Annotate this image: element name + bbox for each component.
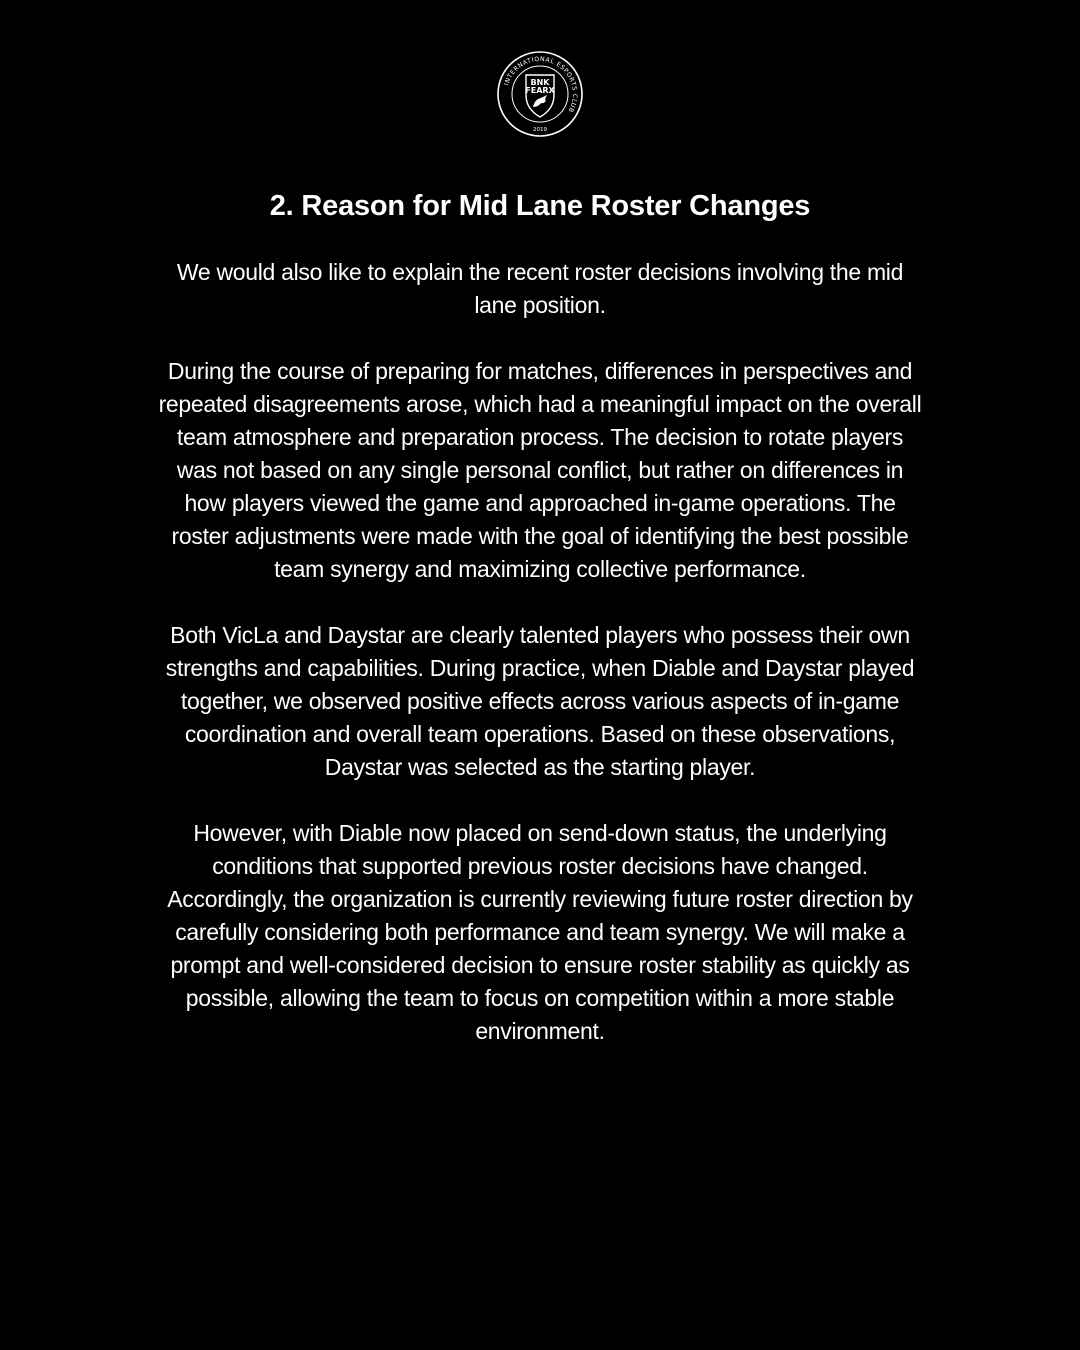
text-line: prompt and well-considered decision to ensure roster stability as quickly as <box>170 952 910 978</box>
text-line: roster adjustments were made with the goal of identifying the best possible <box>171 523 909 549</box>
paragraph-future-direction <box>100 817 980 1048</box>
text-line: environment. <box>475 1018 605 1044</box>
team-logo <box>497 51 583 137</box>
text-line: During the course of preparing for matches, differences in perspectives and <box>167 358 913 384</box>
text-line: However, with Diable now placed on send-down status, the underlying <box>193 820 887 846</box>
svg-text:INTERNATIONAL ESPORTS CLUB: INTERNATIONAL ESPORTS CLUB <box>503 55 579 114</box>
text-line: possible, allowing the team to focus on competition within a more stable <box>185 985 895 1011</box>
text-line: was not based on any single personal conflict, but rather on differences in <box>176 457 904 483</box>
svg-text:FEARX: FEARX <box>525 86 555 95</box>
text-line: coordination and overall team operations. Based on these observations, <box>184 721 896 747</box>
text-line: We would also like to explain the recent roster decisions involving the mid <box>176 259 904 285</box>
text-line: Daystar was selected as the starting player. <box>324 754 756 780</box>
bnk-fearx-crest-icon <box>497 51 583 137</box>
text-line: carefully considering both performance and team synergy. We will make a <box>175 919 905 945</box>
text-line: team synergy and maximizing collective performance. <box>274 556 806 582</box>
paragraph-disagreements <box>100 355 980 586</box>
text-line: repeated disagreements arose, which had a meaningful impact on the overall <box>158 391 922 417</box>
paragraph-intro <box>100 256 980 322</box>
section-title: 2. Reason for Mid Lane Roster Changes <box>269 190 811 222</box>
paragraph-players <box>100 619 980 784</box>
text-line: strengths and capabilities. During practice, when Diable and Daystar played <box>165 655 915 681</box>
text-line: lane position. <box>474 292 606 318</box>
svg-text:BNK: BNK <box>530 78 550 87</box>
announcement-body <box>100 256 980 1081</box>
text-line: conditions that supported previous roster decisions have changed. <box>212 853 868 879</box>
text-line: together, we observed positive effects across various aspects of in-game <box>180 688 900 714</box>
svg-text:2019: 2019 <box>533 127 547 133</box>
text-line: team atmosphere and preparation process. The decision to rotate players <box>176 424 904 450</box>
text-line: Accordingly, the organization is currently reviewing future roster direction by <box>167 886 913 912</box>
text-line: how players viewed the game and approached in-game operations. The <box>184 490 896 516</box>
text-line: Both VicLa and Daystar are clearly talented players who possess their own <box>170 622 910 648</box>
